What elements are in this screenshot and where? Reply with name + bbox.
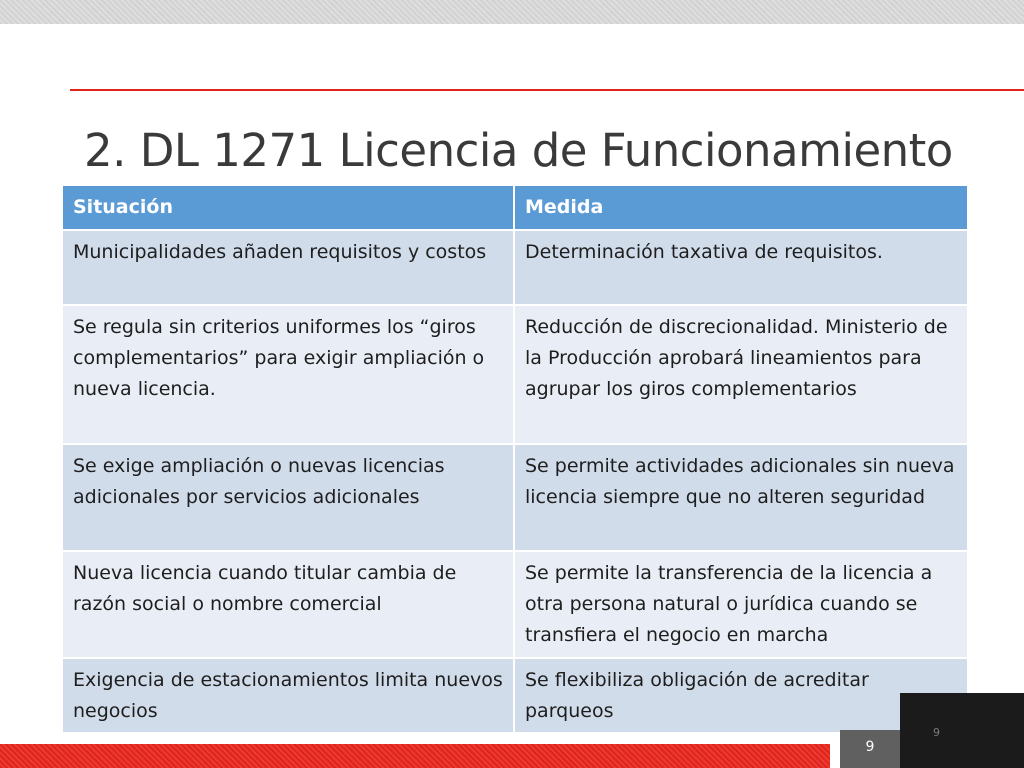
page-number-shadow: 9 bbox=[933, 726, 940, 739]
title-divider bbox=[70, 89, 1024, 91]
table-row bbox=[63, 306, 967, 445]
medida-cell: Se permite la transferencia de la licencia a otra persona natural o jurídica cuando se transfiera el negocio en marcha bbox=[515, 552, 967, 657]
page-number: 9 bbox=[840, 730, 900, 768]
header-medida: Medida bbox=[515, 186, 967, 229]
table-row bbox=[63, 231, 967, 306]
situacion-cell: Exigencia de estacionamientos limita nuevos negocios bbox=[63, 659, 515, 732]
medida-cell: Se flexibiliza obligación de acreditar parqueos bbox=[515, 659, 967, 732]
table-row bbox=[63, 659, 967, 734]
medida-cell: Determinación taxativa de requisitos. bbox=[515, 231, 967, 304]
header-situacion: Situación bbox=[63, 186, 515, 229]
table-row bbox=[63, 552, 967, 659]
bottom-decor-band bbox=[0, 744, 830, 768]
situacion-cell: Se exige ampliación o nuevas licencias adicionales por servicios adicionales bbox=[63, 445, 515, 550]
table-row bbox=[63, 445, 967, 552]
slide-title: 2. DL 1271 Licencia de Funcionamiento bbox=[84, 124, 953, 177]
medida-cell: Se permite actividades adicionales sin nueva licencia siempre que no alteren seguridad bbox=[515, 445, 967, 550]
table-header-row bbox=[63, 186, 967, 231]
situacion-cell: Nueva licencia cuando titular cambia de razón social o nombre comercial bbox=[63, 552, 515, 657]
corner-decor-block bbox=[900, 693, 1024, 768]
situacion-cell: Municipalidades añaden requisitos y costos bbox=[63, 231, 515, 304]
medida-cell: Reducción de discrecionalidad. Ministerio de la Producción aprobará lineamientos para agrupar los giros complementarios bbox=[515, 306, 967, 443]
comparison-table bbox=[63, 186, 967, 734]
situacion-cell: Se regula sin criterios uniformes los “giros complementarios” para exigir ampliación o nueva licencia. bbox=[63, 306, 515, 443]
top-decor-band bbox=[0, 0, 1024, 24]
